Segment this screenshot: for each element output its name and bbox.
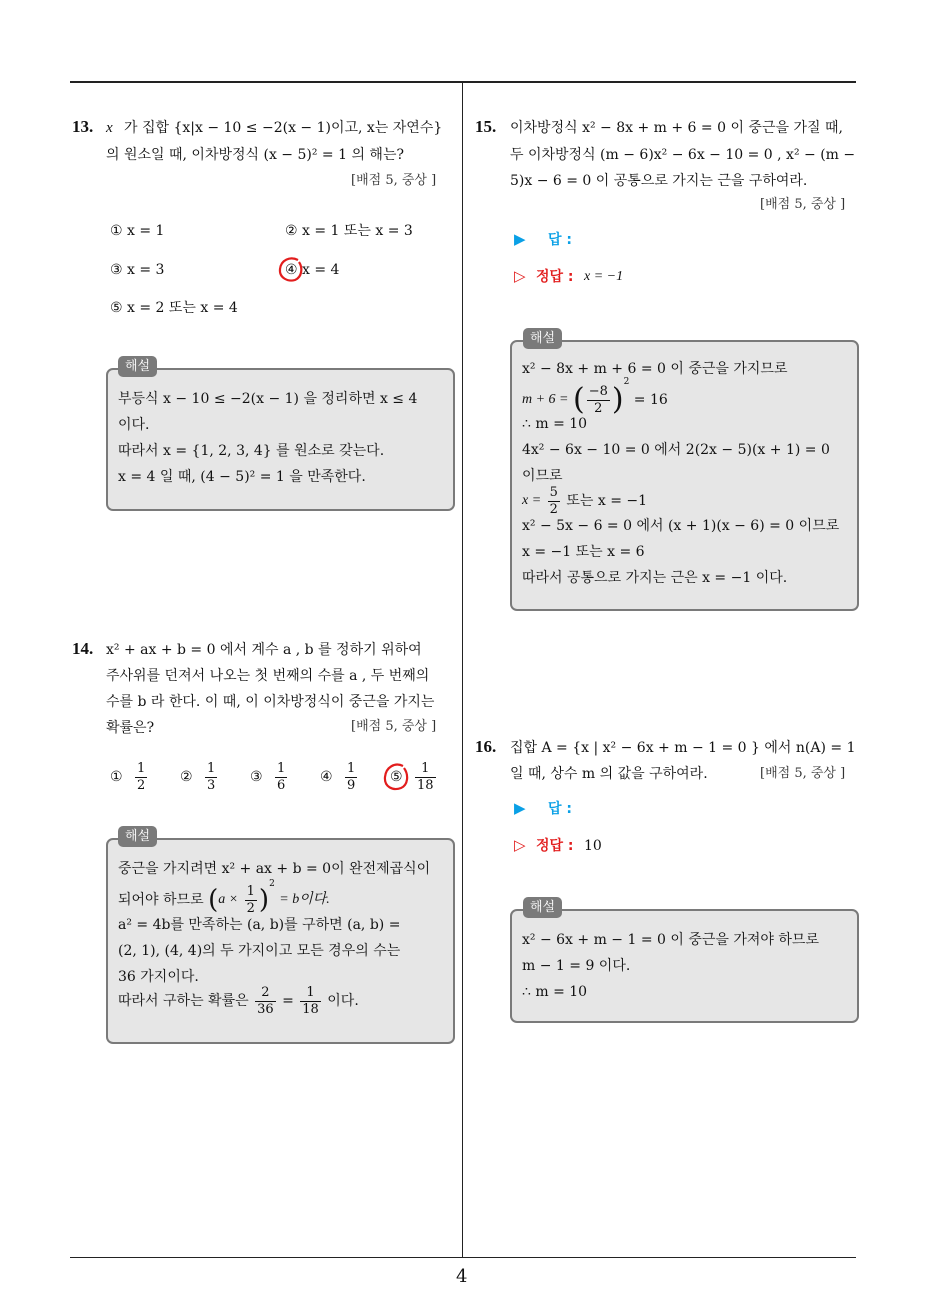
top-rule	[70, 81, 856, 83]
explanation-line: 따라서 구하는 확률은 $\frac{2}{36}$ = $\frac{1}{18}$ 이다.	[118, 985, 359, 1017]
choice-mark: ②	[180, 769, 193, 786]
answer-arrow-icon: ▶	[514, 230, 526, 248]
explanation-tab: 해설	[523, 328, 562, 349]
correct-label: 정답 :	[536, 838, 574, 854]
question-text-line: 수를 b 라 한다. 이 때, 이 이차방정식이 중근을 가지는	[106, 694, 435, 710]
question-text-line: 두 이차방정식 (m − 6)x² − 6x − 10 = 0 , x² − (m −	[510, 147, 856, 163]
question-text-line: 가 집합 {x|x − 10 ≤ −2(x − 1)이고, x는 자연수}	[124, 120, 443, 136]
question-number: 13.	[72, 117, 94, 136]
explanation-line: ∴ m = 10	[522, 984, 588, 1000]
score-tag: [배점 5, 중상 ]	[351, 719, 437, 734]
explanation-tab: 해설	[118, 826, 157, 847]
choice-mark: ①	[110, 769, 123, 786]
question-text-line: 의 원소일 때, 이차방정식 (x − 5)² = 1 의 해는?	[106, 147, 404, 163]
choice-fraction: $\frac{1}{18}$	[417, 761, 434, 793]
question-text-line: 집합 A = {x | x² − 6x + m − 1 = 0 } 에서 n(A) = 1	[510, 740, 856, 756]
score-tag: [배점 5, 중상 ]	[760, 766, 846, 781]
question-text-line: 이차방정식 x² − 8x + m + 6 = 0 이 중근을 가질 때,	[510, 120, 843, 136]
choice-3[interactable]	[250, 762, 289, 792]
explanation-tab: 해설	[523, 897, 562, 918]
correct-arrow-icon: ▷	[514, 267, 526, 285]
explanation-line: 4x² − 6x − 10 = 0 에서 2(2x − 5)(x + 1) = 0	[522, 442, 830, 458]
answer-mark-circle	[276, 254, 306, 284]
question-number: 15.	[475, 117, 497, 136]
question-text-line: 일 때, 상수 m 의 값을 구하여라.	[510, 766, 708, 782]
choice-fraction: $\frac{1}{9}$	[347, 761, 356, 793]
correct-arrow-icon: ▷	[514, 836, 526, 854]
explanation-line: 부등식 x − 10 ≤ −2(x − 1) 을 정리하면 x ≤ 4	[118, 391, 418, 407]
explanation-line: x² − 6x + m − 1 = 0 이 중근을 가져야 하므로	[522, 932, 819, 948]
explanation-line: a² = 4b를 만족하는 (a, b)를 구하면 (a, b) =	[118, 917, 401, 933]
choice-2[interactable]: ② x = 1 또는 x = 3	[285, 223, 413, 239]
explanation-line: 따라서 공통으로 가지는 근은 x = −1 이다.	[522, 570, 788, 586]
choice-fraction: $\frac{1}{3}$	[207, 761, 216, 793]
page-number: 4	[456, 1266, 468, 1287]
choice-mark: ④	[320, 769, 333, 786]
correct-label: 정답 :	[536, 269, 574, 285]
choice-1[interactable]	[110, 762, 149, 792]
choice-fraction: $\frac{1}{2}$	[137, 761, 146, 793]
choice-3[interactable]: ③ x = 3	[110, 262, 165, 278]
explanation-line: x = $\frac{5}{2}$ 또는 x = −1	[522, 485, 648, 517]
question-text-line: x² + ax + b = 0 에서 계수 a , b 를 정하기 위하여	[106, 642, 422, 658]
question-text-line: 5)x − 6 = 0 이 공통으로 가지는 근을 구하여라.	[510, 173, 808, 189]
explanation-line: x² − 8x + m + 6 = 0 이 중근을 가지므로	[522, 361, 788, 377]
correct-value: 10	[584, 838, 602, 854]
choice-mark: ⑤	[390, 769, 403, 786]
explanation-line: 이다.	[118, 417, 150, 433]
answer-mark-circle	[381, 761, 411, 793]
answer-label: 답 :	[548, 232, 572, 248]
choice-4[interactable]	[320, 762, 359, 792]
question-var: x	[106, 120, 113, 136]
explanation-line: ∴ m = 10	[522, 416, 588, 432]
choice-1[interactable]: ① x = 1	[110, 223, 165, 239]
choice-mark: ③	[250, 769, 263, 786]
score-tag: [배점 5, 중상 ]	[760, 197, 846, 212]
choice-4[interactable]: ④ x = 4	[285, 262, 340, 278]
question-text-line: 확률은?	[106, 720, 155, 736]
explanation-line: x² − 5x − 6 = 0 에서 (x + 1)(x − 6) = 0 이므로	[522, 518, 840, 534]
explanation-line: x = −1 또는 x = 6	[522, 544, 645, 560]
answer-label: 답 :	[548, 801, 572, 817]
answer-arrow-icon: ▶	[514, 799, 526, 817]
score-tag: [배점 5, 중상 ]	[351, 173, 437, 188]
explanation-line: 이므로	[522, 468, 563, 484]
correct-value: x = −1	[584, 269, 624, 284]
explanation-line: m − 1 = 9 이다.	[522, 958, 631, 974]
explanation-line: m + 6 = ( $\frac{-8}{2}$ )$^2$ = 16	[522, 377, 668, 417]
explanation-line: 36 가지이다.	[118, 969, 199, 985]
question-number: 16.	[475, 737, 497, 756]
question-number: 14.	[72, 639, 94, 658]
explanation-box	[106, 368, 455, 511]
explanation-line: x = 4 일 때, (4 − 5)² = 1 을 만족한다.	[118, 469, 366, 485]
explanation-line: 되어야 하므로 (a × $\frac{1}{2}$ )$^2$ = b이다.	[118, 879, 330, 916]
column-divider	[462, 83, 463, 1258]
choice-5[interactable]: ⑤ x = 2 또는 x = 4	[110, 300, 238, 316]
explanation-line: 중근을 가지려면 x² + ax + b = 0이 완전제곱식이	[118, 861, 431, 877]
explanation-line: 따라서 x = {1, 2, 3, 4} 를 원소로 갖는다.	[118, 443, 385, 459]
choice-fraction: $\frac{1}{6}$	[277, 761, 286, 793]
explanation-tab: 해설	[118, 356, 157, 377]
question-text-line: 주사위를 던져서 나오는 첫 번째의 수를 a , 두 번째의	[106, 668, 430, 684]
bottom-rule	[70, 1257, 856, 1258]
choice-2[interactable]	[180, 762, 219, 792]
explanation-line: (2, 1), (4, 4)의 두 가지이고 모든 경우의 수는	[118, 943, 401, 959]
